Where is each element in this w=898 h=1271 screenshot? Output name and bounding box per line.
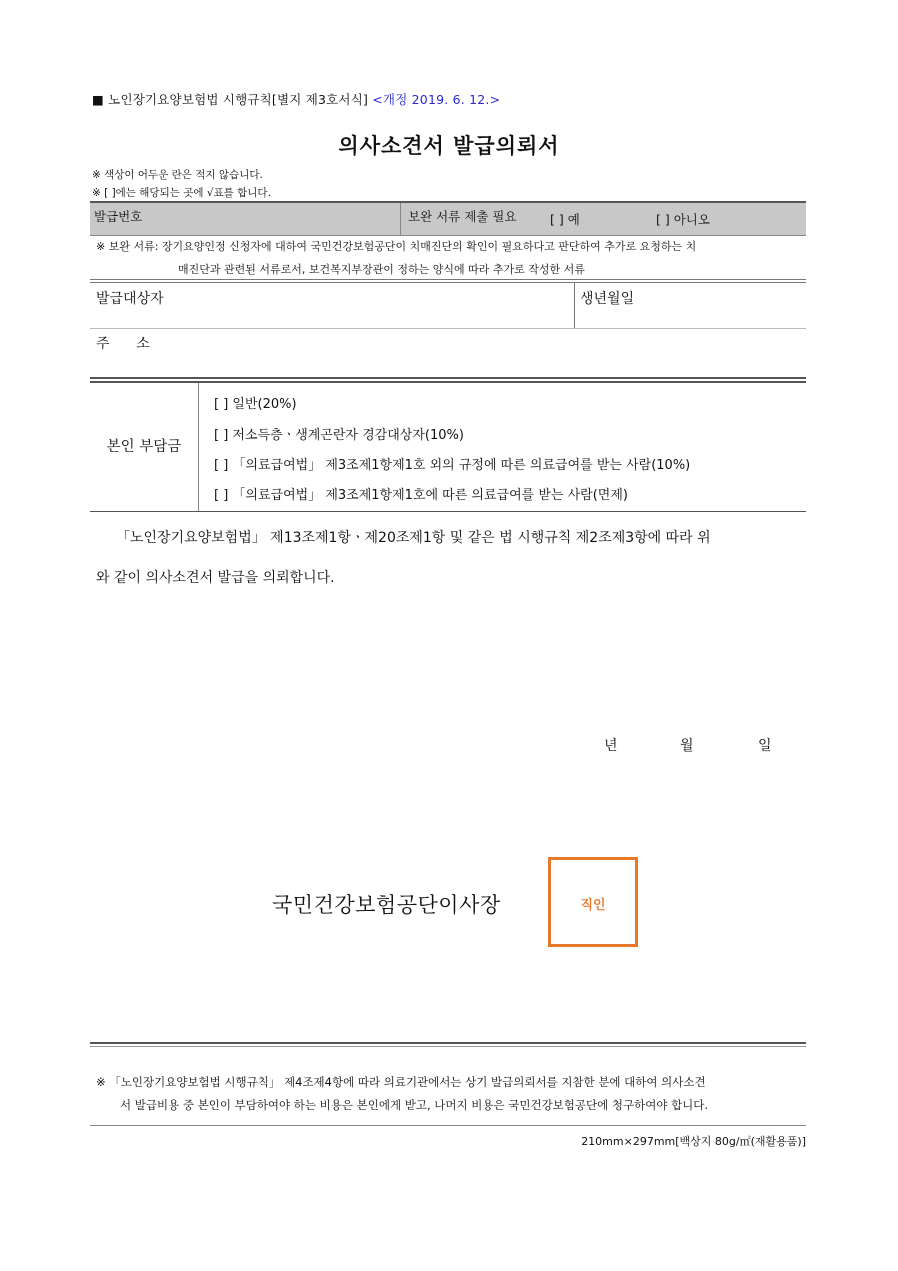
burden-option-medical-aid-other[interactable]: [ ] 「의료급여법」 제3조제1항제1호 외의 규정에 따른 의료급여를 받는 사람(10%) [214, 458, 691, 473]
divider [198, 383, 199, 511]
supplement-yes-checkbox[interactable]: [ ] 예 [550, 212, 580, 227]
burden-option-low-income[interactable]: [ ] 저소득층ㆍ생계곤란자 경감대상자(10%) [214, 428, 464, 443]
burden-option-medical-aid-exempt[interactable]: [ ] 「의료급여법」 제3조제1항제1호에 따른 의료급여를 받는 사람(면제) [214, 488, 628, 503]
divider [90, 1042, 806, 1044]
birth-date-label: 생년월일 [580, 291, 635, 307]
request-paragraph-line2: 와 같이 의사소견서 발급을 의뢰합니다. [96, 570, 335, 586]
date-month: 월 [680, 738, 694, 754]
footnote-line2: 서 발급비용 중 본인이 부담하여야 하는 비용은 본인에게 받고, 나머지 비용은 국민건강보험공단에 청구하여야 합니다. [120, 1098, 709, 1112]
revision-date: <개정 2019. 6. 12.> [372, 92, 501, 107]
supplement-note-line1: ※ 보완 서류: 장기요양인정 신청자에 대하여 국민건강보험공단이 치매진단의 확인이 필요하다고 판단하여 추가로 요청하는 치 [96, 240, 697, 253]
issue-number-label: 발급번호 [94, 209, 143, 224]
supplement-label: 보완 서류 제출 필요 [408, 209, 517, 224]
page-title: 의사소견서 발급의뢰서 [338, 134, 560, 158]
burden-label: 본인 부담금 [106, 439, 182, 455]
divider [574, 283, 575, 328]
subject-label: 발급대상자 [96, 291, 164, 307]
address-label: 주 소 [96, 336, 150, 352]
footnote-line1: ※ 「노인장기요양보험법 시행규칙」 제4조제4항에 따라 의료기관에서는 상기 발급의뢰서를 지참한 분에 대하여 의사소견 [96, 1075, 706, 1089]
date-day: 일 [758, 738, 772, 754]
issuer-name: 국민건강보험공단이사장 [272, 893, 501, 917]
form-reference [92, 90, 500, 108]
date-year: 년 [604, 738, 618, 754]
divider [90, 377, 806, 379]
divider [90, 1046, 806, 1047]
request-paragraph-line1: 「노인장기요양보험법」 제13조제1항ㆍ제20조제1항 및 같은 법 시행규칙 제2조제3항에 따라 위 [116, 530, 711, 546]
burden-section [90, 381, 806, 512]
paper-spec: 210mm×297mm[백상지 80g/㎡(재활용품)] [581, 1135, 806, 1148]
official-seal [548, 857, 638, 947]
supplement-note-line2: 매진단과 관련된 서류로서, 보건복지부장관이 정하는 양식에 따라 추가로 작성한 서류 [178, 263, 585, 276]
form-reference-text: ■ 노인장기요양보험법 시행규칙[별지 제3호서식] [92, 92, 369, 107]
divider [90, 279, 806, 280]
issue-info-bar [90, 201, 806, 236]
divider [90, 282, 806, 283]
dark-field-note: ※ 색상이 어두운 란은 적지 않습니다. [92, 169, 263, 181]
burden-option-general[interactable]: [ ] 일반(20%) [214, 397, 297, 412]
divider [90, 1125, 806, 1126]
issue-number-cell [90, 203, 401, 235]
check-mark-note: ※ [ ]에는 해당되는 곳에 √표를 합니다. [92, 187, 271, 199]
supplement-no-checkbox[interactable]: [ ] 아니오 [656, 212, 710, 227]
divider [90, 328, 806, 329]
seal-label: 직인 [580, 898, 606, 913]
